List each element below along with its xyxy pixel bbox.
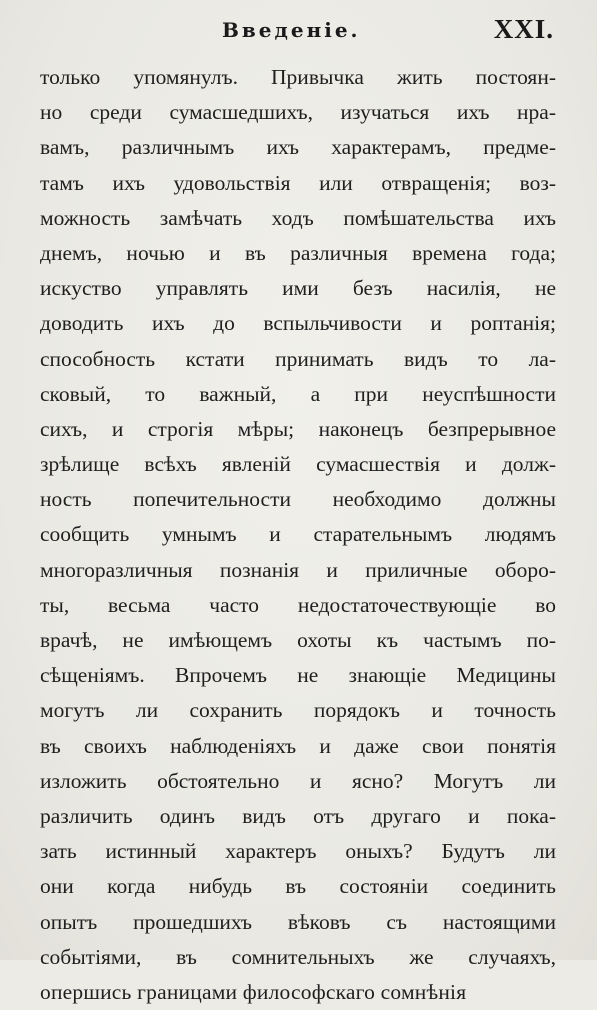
text-line: способность кстати принимать видъ то ла- <box>40 346 556 371</box>
text-line: искуство управлять ими безъ насилiя, не <box>40 276 556 301</box>
text-line: вамъ, различнымъ ихъ характерамъ, предме- <box>40 135 556 160</box>
text-line: сковый, то важный, а при неуспѣшности <box>40 381 556 406</box>
text-line: сихъ, и строгiя мѣры; наконецъ безпрерывное <box>40 416 556 441</box>
text-line: зрѣлище всѣхъ явленiй сумасшествiя и долж- <box>40 452 556 477</box>
text-line: только упомянулъ. Привычка жить постоян- <box>40 65 556 89</box>
text-line: доводить ихъ до вспыльчивости и роптанiя; <box>40 311 556 336</box>
text-line: но среди сумасшедшихъ, изучаться ихъ нра- <box>40 100 556 125</box>
text-line: врачѣ, не имѣющемъ охоты къ частымъ по- <box>40 628 556 652</box>
body-text <box>40 60 556 1010</box>
text-line: опытъ прошедшихъ вѣковъ съ настоящими <box>40 909 556 934</box>
text-line: зать истинный характеръ оныхъ? Будутъ ли <box>40 839 556 864</box>
text-line: событiями, въ сомнительныхъ же случаяхъ, <box>40 944 556 969</box>
text-line: въ своихъ наблюденiяхъ и даже свои понятiя <box>40 733 556 758</box>
text-line: сообщить умнымъ и старательнымъ людямъ <box>40 522 556 547</box>
text-line: опершись границами философскаго сомнѣнiя <box>40 979 467 1004</box>
text-line: сѣщенiямъ. Впрочемъ не знающiе Медицины <box>40 663 556 688</box>
running-head <box>42 14 554 48</box>
text-line: могутъ ли сохранить порядокъ и точность <box>40 698 556 723</box>
running-head-title: Введенiе. <box>222 18 361 42</box>
text-line: тамъ ихъ удовольствiя или отвращенiя; воз- <box>40 170 556 195</box>
text-line: они когда нибудь въ состоянiи соединить <box>40 874 556 899</box>
text-line: можность замѣчать ходъ помѣшательства ихъ <box>40 205 556 230</box>
text-line: днемъ, ночью и въ различныя времена года; <box>40 240 556 265</box>
text-line: многоразличныя познанiя и приличные оборо- <box>40 557 556 582</box>
text-line: изложить обстоятельно и ясно? Могутъ ли <box>40 768 556 793</box>
page-number: XXI. <box>493 14 554 44</box>
text-line: различить одинъ видъ отъ другаго и пока- <box>40 803 556 828</box>
text-line: ты, весьма часто недостаточествующiе во <box>40 592 556 617</box>
text-line: ность попечительности необходимо должны <box>40 487 556 512</box>
